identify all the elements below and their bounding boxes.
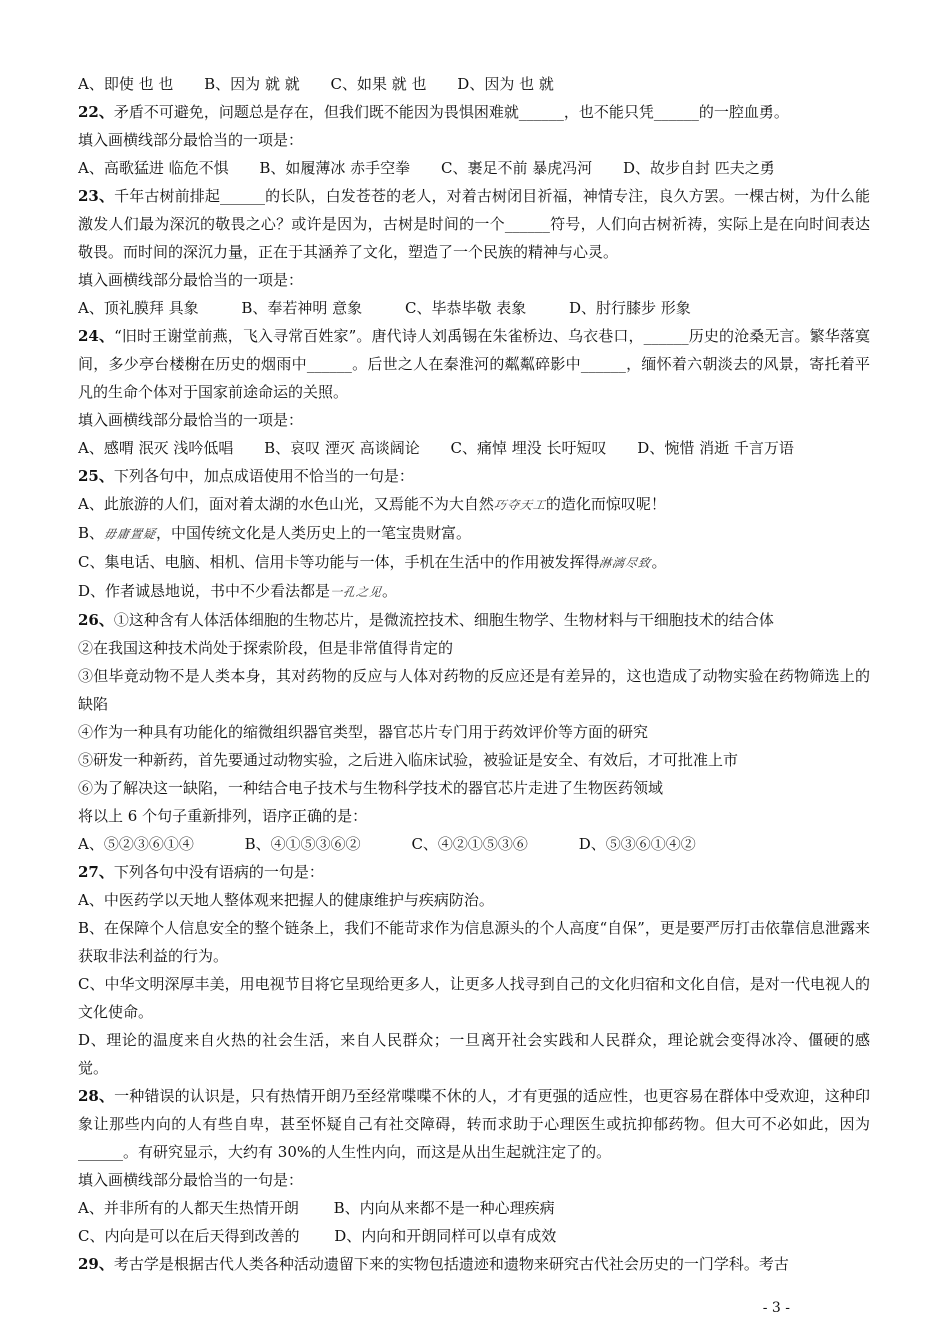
q23-option-b: B、奉若神明 意象 [241, 299, 363, 317]
q23-option-d: D、肘行膝步 形象 [569, 299, 691, 317]
q24-options [78, 434, 870, 462]
q24-option-b: B、哀叹 湮灭 高谈阔论 [264, 439, 420, 457]
q24-stem [78, 322, 870, 406]
q25-a-tail: 的造化而惊叹呢！ [545, 495, 666, 513]
q22-prompt: 填入画横线部分最恰当的一项是： [78, 131, 304, 149]
q22-stem [78, 98, 870, 126]
q25-a-text: A、此旅游的人们，面对着太湖的水色山光，又焉能不为大自然 [78, 495, 494, 513]
q27-number: 27、 [78, 863, 114, 881]
q25-number: 25、 [78, 467, 114, 485]
q22-option-a: A、高歌猛进 临危不惧 [78, 159, 229, 177]
q24-prompt: 填入画横线部分最恰当的一项是： [78, 411, 304, 429]
q25-option-a [78, 490, 870, 519]
document-body [78, 70, 870, 1278]
page-footer [0, 1300, 950, 1316]
q27-text: 下列各句中没有语病的一句是： [113, 863, 324, 881]
q23-stem [78, 182, 870, 266]
q22-number: 22、 [78, 103, 114, 121]
q23-number: 23、 [78, 187, 115, 205]
q26-option-b: B、④①⑤③⑥② [244, 835, 361, 853]
q25-b-tail: ，中国传统文化是人类历史上的一笔宝贵财富。 [156, 524, 472, 542]
q28-option-b: B、内向从来都不是一种心理疾病 [333, 1199, 555, 1217]
q22-text: 矛盾不可避免，问题总是存在，但我们既不能因为畏惧困难就______，也不能只凭______的一腔血勇。 [113, 103, 789, 121]
q23-prompt: 填入画横线部分最恰当的一项是： [78, 271, 304, 289]
q22-option-b: B、如履薄冰 赤手空拳 [259, 159, 411, 177]
page-number: - 3 - [762, 1300, 790, 1316]
q29-number: 29、 [78, 1255, 114, 1273]
q28-option-a: A、并非所有的人都天生热情开朗 [78, 1199, 299, 1217]
q26-number: 26、 [78, 611, 114, 629]
q25-d-text: D、作者诚恳地说，书中不少看法都是 [78, 582, 331, 600]
q28-number: 28、 [78, 1087, 115, 1105]
q26-s1-text: ①这种含有人体活体细胞的生物芯片，是微流控技术、细胞生物学、生物材料与干细胞技术的结合体 [113, 611, 774, 629]
q26-sentence-4: ④作为一种具有功能化的缩微组织器官类型，器官芯片专门用于药效评价等方面的研究 [78, 723, 649, 741]
q26-option-d: D、⑤③⑥①④② [578, 835, 696, 853]
q25-b-text: B、 [78, 524, 105, 542]
q28-stem [78, 1082, 870, 1166]
q26-sentence-2: ②在我国这种技术尚处于探索阶段，但是非常值得肯定的 [78, 639, 454, 657]
q26-option-a: A、⑤②③⑥①④ [78, 835, 194, 853]
q25-stem [78, 462, 870, 490]
q24-text: “旧时王谢堂前燕，飞入寻常百姓家”。唐代诗人刘禹锡在朱雀桥边、乌衣巷口，______历史的沧桑无言。繁华落寞间，多少亭台楼榭在历史的烟雨中______。后世之人在秦淮河的粼粼碎影中______，缅怀着六朝淡去的风景，寄托着平凡的生命个体对于国家前途命运的关照。 [78, 327, 871, 401]
q28-options-cd [78, 1222, 870, 1250]
q26-sentence-6: ⑥为了解决这一缺陷，一种结合电子技术与生物科学技术的器官芯片走进了生物医药领域 [78, 779, 664, 797]
q25-c-idiom: 淋漓尽致 [598, 556, 653, 570]
q25-text: 下列各句中，加点成语使用不恰当的一句是： [113, 467, 414, 485]
q24-option-d: D、惋惜 消逝 千言万语 [637, 439, 794, 457]
q26-prompt: 将以上 6 个句子重新排列，语序正确的是： [78, 807, 368, 825]
q22-option-d: D、故步自封 匹夫之勇 [623, 159, 775, 177]
q27-option-b: B、在保障个人信息安全的整个链条上，我们不能苛求作为信息源头的个人高度“自保”，更是要严厉打击依靠信息泄露来获取非法利益的行为。 [78, 919, 870, 965]
q24-option-c: C、痛悼 埋没 长吁短叹 [450, 439, 607, 457]
q28-option-c: C、内向是可以在后天得到改善的 [78, 1227, 300, 1245]
q21-option-d: D、因为 也 就 [457, 75, 554, 93]
q25-c-tail: 。 [651, 553, 667, 571]
q23-option-c: C、毕恭毕敬 表象 [404, 299, 527, 317]
q28-prompt: 填入画横线部分最恰当的一句是： [78, 1171, 304, 1189]
q21-options [78, 70, 870, 98]
q26-option-c: C、④②①⑤③⑥ [411, 835, 528, 853]
q25-c-text: C、集电话、电脑、相机、信用卡等功能与一体，手机在生活中的作用被发挥得 [78, 553, 600, 571]
q27-option-a: A、中医药学以天地人整体观来把握人的健康维护与疾病防治。 [78, 891, 494, 909]
q27-option-d: D、理论的温度来自火热的社会生活，来自人民群众；一旦离开社会实践和人民群众，理论就会变得冰冷、僵硬的感觉。 [78, 1031, 870, 1077]
q26-options [78, 830, 870, 858]
q27-stem [78, 858, 870, 886]
q23-option-a: A、顶礼膜拜 具象 [78, 299, 199, 317]
q29-stem [78, 1250, 870, 1278]
q25-option-c [78, 548, 870, 577]
q26-sentence-5: ⑤研发一种新药，首先要通过动物实验，之后进入临床试验，被验证是安全、有效后，才可批准上市 [78, 751, 739, 769]
q21-option-b: B、因为 就 就 [204, 75, 300, 93]
q24-number: 24、 [78, 327, 115, 345]
q22-options [78, 154, 870, 182]
q24-option-a: A、感喟 泯灭 浅吟低唱 [78, 439, 234, 457]
q25-d-idiom: 一孔之见 [329, 585, 384, 599]
q25-d-tail: 。 [382, 582, 398, 600]
q22-option-c: C、裹足不前 暴虎冯河 [440, 159, 593, 177]
q29-text: 考古学是根据古代人类各种活动遗留下来的实物包括遗迹和遗物来研究古代社会历史的一门学科。考古 [113, 1255, 789, 1273]
q23-text: 千年古树前排起______的长队，白发苍苍的老人，对着古树闭目祈福，神情专注，良久方罢。一棵古树，为什么能激发人们最为深沉的敬畏之心？或许是因为，古树是时间的一个______符号，人们向古树祈祷，实际上是在向时间表达敬畏。而时间的深沉力量，正在于其涵养了文化，塑造了一个民族的精神与心灵。 [78, 187, 870, 261]
q28-option-d: D、内向和开朗同样可以卓有成效 [334, 1227, 557, 1245]
q23-options [78, 294, 870, 322]
q28-text: 一种错误的认识是，只有热情开朗乃至经常喋喋不休的人，才有更强的适应性，也更容易在群体中受欢迎，这种印象让那些内向的人有些自卑，甚至怀疑自己有社交障碍，转而求助于心理医生或抗抑郁药物。但大可不必如此，因为______。有研究显示，大约有 30%的人生性内向，而这是从出生起就注定了的。 [78, 1087, 871, 1161]
q25-option-b [78, 519, 870, 548]
q21-option-c: C、如果 就 也 [330, 75, 427, 93]
q26-sentence-1 [78, 606, 870, 634]
q25-option-d [78, 577, 870, 606]
q27-option-c: C、中华文明深厚丰美，用电视节目将它呈现给更多人，让更多人找寻到自己的文化归宿和文化自信，是对一代电视人的文化使命。 [78, 975, 870, 1021]
q26-sentence-3: ③但毕竟动物不是人类本身，其对药物的反应与人体对药物的反应还是有差异的，这也造成了动物实验在药物筛选上的缺陷 [78, 667, 870, 713]
q21-option-a: A、即使 也 也 [78, 75, 174, 93]
q25-b-idiom: 毋庸置疑 [103, 527, 158, 541]
q25-a-idiom: 巧夺天工 [492, 498, 547, 512]
q28-options-ab [78, 1194, 870, 1222]
